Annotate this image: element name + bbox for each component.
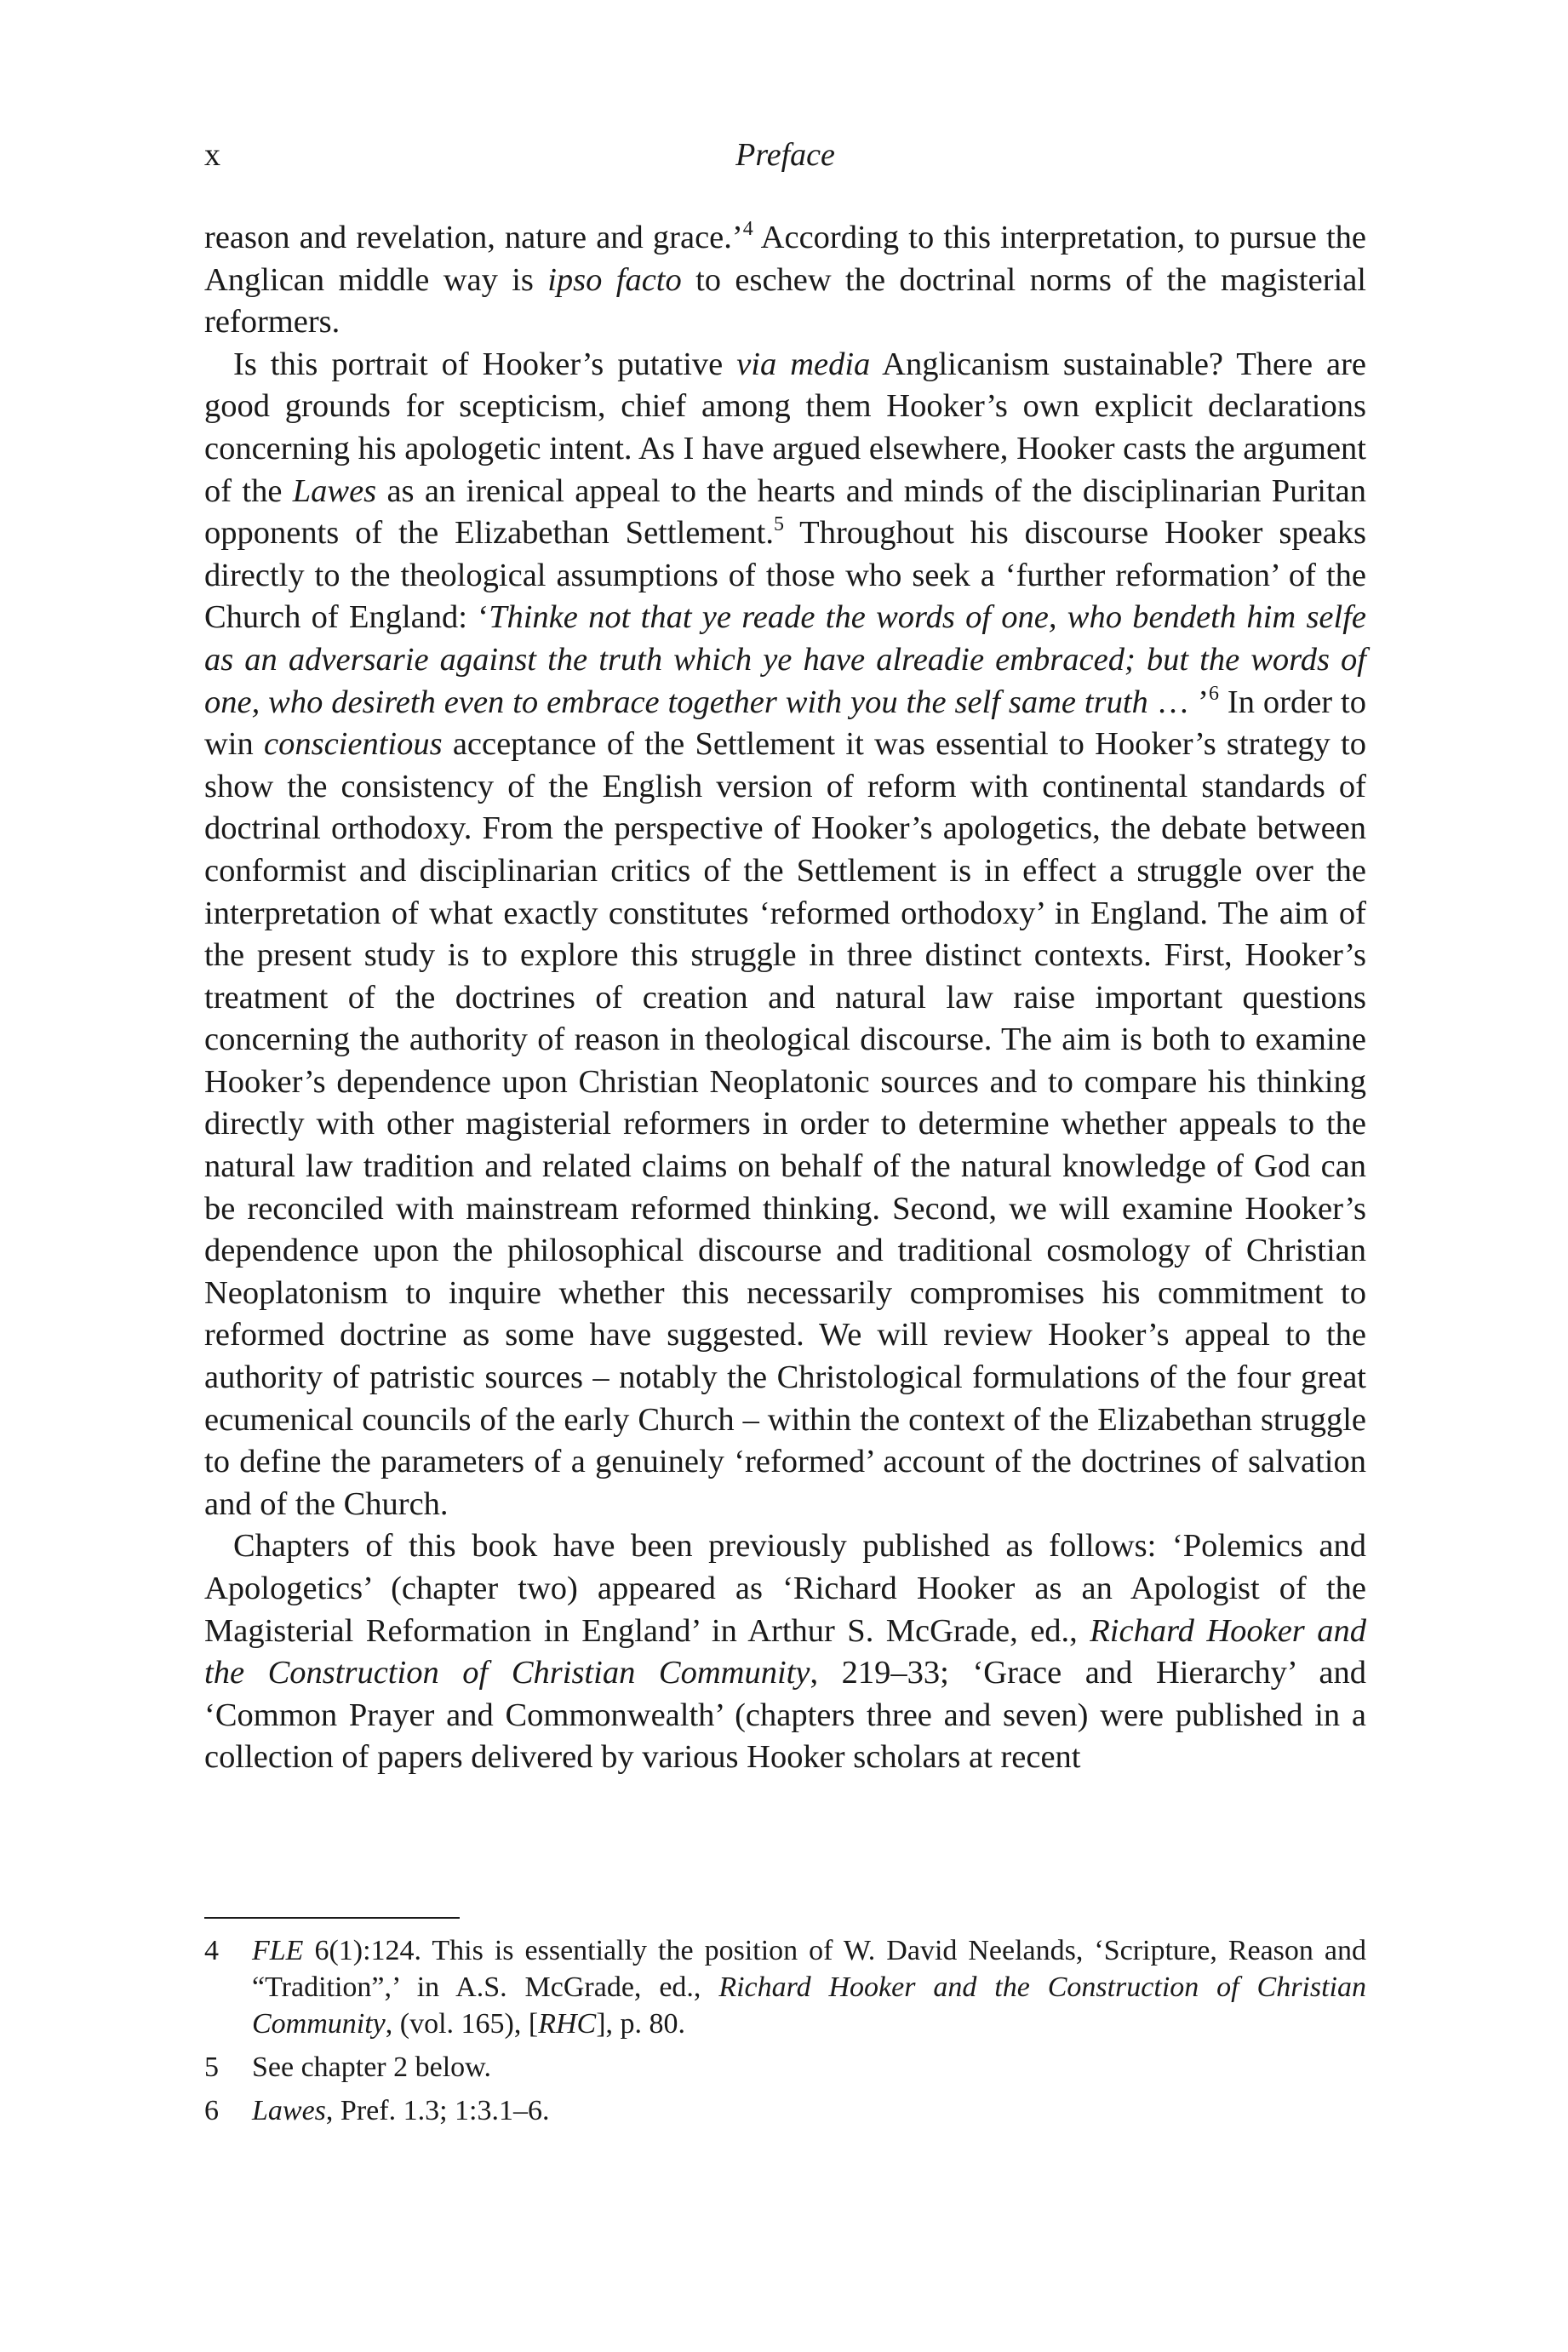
- text-run: acceptance of the Settlement it was essential to Hooker’s strategy to show the consistency of the English version of reform with continental standards of doctrinal orthodoxy. From the perspective of Hooker’s apologetics, the debate between conformist and disciplinarian critics of the Settlement is in effect a struggle over the interpretation of what exactly constitutes ‘reformed orthodoxy’ in England. The aim of the present study is to explore this struggle in three distinct contexts. First, Hooker’s treatment of the doctrines of creation and natural law raise important questions concerning the authority of reason in theological discourse. The aim is both to examine Hooker’s dependence upon Christian Neoplatonic sources and to compare his thinking directly with other magisterial reformers in order to determine whether appeals to the natural law tradition and related claims on behalf of the natural knowledge of God can be reconciled with mainstream reformed thinking. Second, we will examine Hooker’s dependence upon the philosophical discourse and traditional cosmology of Christian Neoplatonism to inquire whether this necessarily compromises his commitment to reformed doctrine as some have suggested. We will review Hooker’s appeal to the authority of patristic sources – notably the Christological formulations of the four great ecumenical councils of the early Church – within the context of the Elizabethan struggle to define the parameters of a genuinely ‘reformed’ account of the doctrines of salvation and of the Church.: [204, 726, 1366, 1522]
- italic-text: via media: [736, 346, 871, 382]
- main-text: [204, 217, 1366, 1779]
- text-run: to eschew the doctrinal norms of the magisterial reformers.: [204, 261, 1366, 340]
- footnote-number: 4: [204, 1935, 219, 1966]
- text-run: , 219–33; ‘Grace and Hierarchy’ and ‘Common Prayer and Commonwealth’ (chapters three and seven) were published in a collection of papers delivered by various Hooker scholars at recent: [204, 1655, 1366, 1776]
- page-number: x: [204, 137, 220, 173]
- text-run: … ’: [1147, 684, 1209, 720]
- footnote-number: 6: [204, 2095, 219, 2126]
- text-run: In order to win: [204, 684, 1366, 763]
- footnote-text: [252, 1935, 1366, 2040]
- italic-text: Thinke not that ye reade the words of one, who bendeth him selfe as an adversarie against the truth which ye have alreadie embraced; but the words of one, who desireth even to embrace together with you the self same truth: [204, 599, 1366, 720]
- text-run: Is this portrait of Hooker’s putative: [233, 346, 737, 382]
- text-run: , (vol. 165), [: [385, 2008, 539, 2040]
- text-run: , Pref. 1.3; 1:3.1–6.: [325, 2095, 550, 2126]
- paragraph: [204, 217, 1366, 344]
- text-run: 6(1):124. This is essentially the position of W. David Neelands, ‘Scripture, Reason and “Tradition”,’ in A.S. McGrade, ed.,: [252, 1935, 1366, 2003]
- text-run: According to this interpretation, to pursue the Anglican middle way is: [204, 220, 1366, 298]
- paragraph: [204, 1525, 1366, 1779]
- footnote-ref: 5: [773, 513, 784, 536]
- text-run: as an irenical appeal to the hearts and minds of the disciplinarian Puritan opponents of the Elizabethan Settlement.: [204, 472, 1366, 552]
- italic-text: Richard Hooker and the Construction of Christian Community: [252, 1971, 1366, 2040]
- footnote: [204, 1932, 1366, 2042]
- footnote-text: [252, 2095, 549, 2126]
- italic-text: Lawes: [292, 472, 377, 509]
- italic-text: conscientious: [264, 726, 443, 763]
- italic-text: FLE: [252, 1935, 304, 1966]
- paragraph: [204, 344, 1366, 1526]
- running-head: Preface: [735, 137, 835, 173]
- italic-text: RHC: [538, 2008, 597, 2040]
- footnote-number: 5: [204, 2052, 219, 2083]
- footnote: [204, 2049, 1366, 2086]
- text-run: Throughout his discourse Hooker speaks directly to the theological assumptions of those who seek a ‘further reformation’ of the Church of England: ‘: [204, 515, 1366, 636]
- italic-text: ipso facto: [547, 261, 682, 298]
- text-run: Chapters of this book have been previously published as follows: ‘Polemics and Apologetics’ (chapter two) appeared as ‘Richard Hooker as an Apologist of the Magisterial Reformation in England’ in Arthur S. McGrade, ed.,: [204, 1528, 1366, 1649]
- footnote-text: [252, 2052, 491, 2083]
- footnote: [204, 2092, 1366, 2129]
- text-run: reason and revelation, nature and grace.’: [204, 220, 743, 255]
- footnote-ref: 6: [1208, 682, 1219, 705]
- footnotes: [204, 1932, 1366, 2136]
- text-run: See chapter 2 below.: [252, 2052, 492, 2083]
- footnote-ref: 4: [742, 218, 753, 240]
- footnote-rule: [204, 1917, 460, 1919]
- italic-text: Lawes: [252, 2095, 326, 2126]
- text-run: Anglicanism sustainable? There are good grounds for scepticism, chief among them Hooker’s own explicit declarations concerning his apologetic intent. As I have argued elsewhere, Hooker casts the argument of the: [204, 346, 1367, 509]
- page-header: [204, 136, 1366, 187]
- italic-text: Richard Hooker and the Construction of Christian Community: [204, 1612, 1366, 1691]
- text-run: ], p. 80.: [596, 2008, 686, 2040]
